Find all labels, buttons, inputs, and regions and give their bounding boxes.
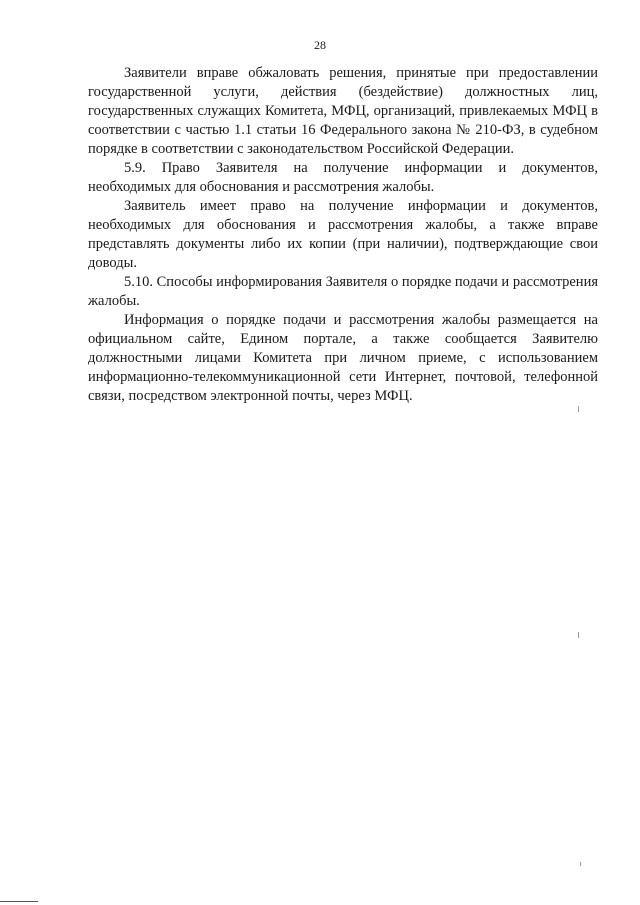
scan-edge-line	[0, 901, 38, 902]
scan-artifact	[580, 862, 581, 866]
scan-artifact	[578, 406, 579, 412]
section-5-10-heading: 5.10. Способы информирования Заявителя о порядке подачи и рассмотрения жалобы.	[88, 274, 598, 309]
paragraph-appeal-in-court: Заявители вправе обжаловать решения, принятые при предоставлении государственной услуги, действия (бездействие) должностных лиц, государственных служащих Комитета, МФЦ, организаций, привлекаемых МФЦ в соответствии с частью 1.1 статьи 16 Федерального закона № 210-ФЗ, в судебном порядке в соответствии с законодательством Российской Федерации.	[88, 65, 598, 157]
page-number: 28	[314, 38, 326, 52]
document-body	[88, 64, 598, 406]
paragraph-right-to-information: Заявитель имеет право на получение информации и документов, необходимых для обоснования и рассмотрения жалобы, а также вправе представлять документы либо их копии (при наличии), подтверждающие свои доводы.	[88, 198, 598, 271]
section-5-9-heading: 5.9. Право Заявителя на получение информации и документов, необходимых для обоснования и рассмотрения жалобы.	[88, 160, 598, 195]
paragraph-informing-methods: Информация о порядке подачи и рассмотрения жалобы размещается на официальном сайте, Едином портале, а также сообщается Заявителю должностными лицами Комитета при личном приеме, с использованием информационно-телекоммуникационной сети Интернет, почтовой, телефонной связи, посредством электронной почты, через МФЦ.	[88, 312, 598, 404]
scan-artifact	[578, 632, 579, 638]
